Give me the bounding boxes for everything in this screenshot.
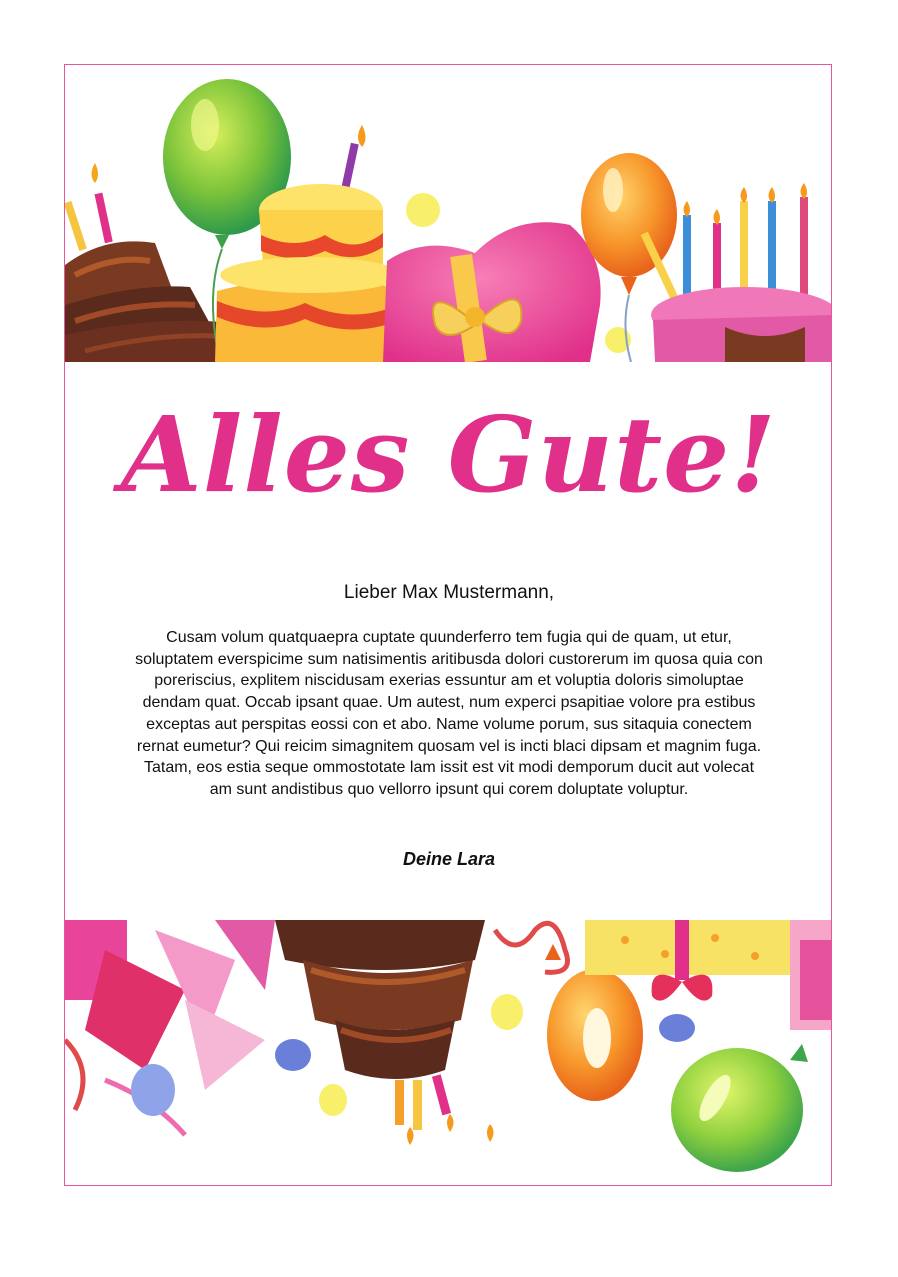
signature: Deine Lara [402, 849, 496, 869]
confetti-dot [131, 1064, 175, 1116]
birthday-card [64, 64, 832, 1186]
top-illustration [65, 65, 832, 362]
green-balloon [671, 1044, 808, 1172]
heart-gift [383, 222, 601, 362]
candle [95, 193, 113, 244]
body-text: Cusam volum quatquaepra cuptate quunderferro tem fugia qui de quam, ut etur, soluptatem everspicime sum natisimentis aritibusda dolori custorerum im quosa quia con poreriscius, explitem niscidusam exerias essuntur am et voluptia doloris simoluptae dendam quat. Occab ipsant quae. Um autest, num experci psapitiae volore pra estibus exceptas aut perspitas eossi con et abo. Name volume porum, sus sitaquia conectem rernat eumetur? Qui reicim simagnitem quosam vel is incti blaci dipsam et magnim fuga. Tatam, eos estia seque ommostotate lam issit est vit modi demporum ducit aut volecat am sunt andistibus quo vellorro ipsunt qui corem doluptate voluptur. [135, 629, 763, 798]
confetti-dot [659, 1014, 695, 1042]
bottom-illustration [65, 920, 832, 1185]
chocolate-cake [275, 920, 494, 1145]
confetti-dot [319, 1084, 347, 1116]
confetti-dot [491, 994, 523, 1030]
confetti-dot [406, 193, 440, 227]
confetti-dot [275, 1039, 311, 1071]
headline: Alles Gute! [121, 393, 777, 516]
candle [65, 201, 87, 251]
greeting: Lieber Max Mustermann, [343, 582, 555, 603]
